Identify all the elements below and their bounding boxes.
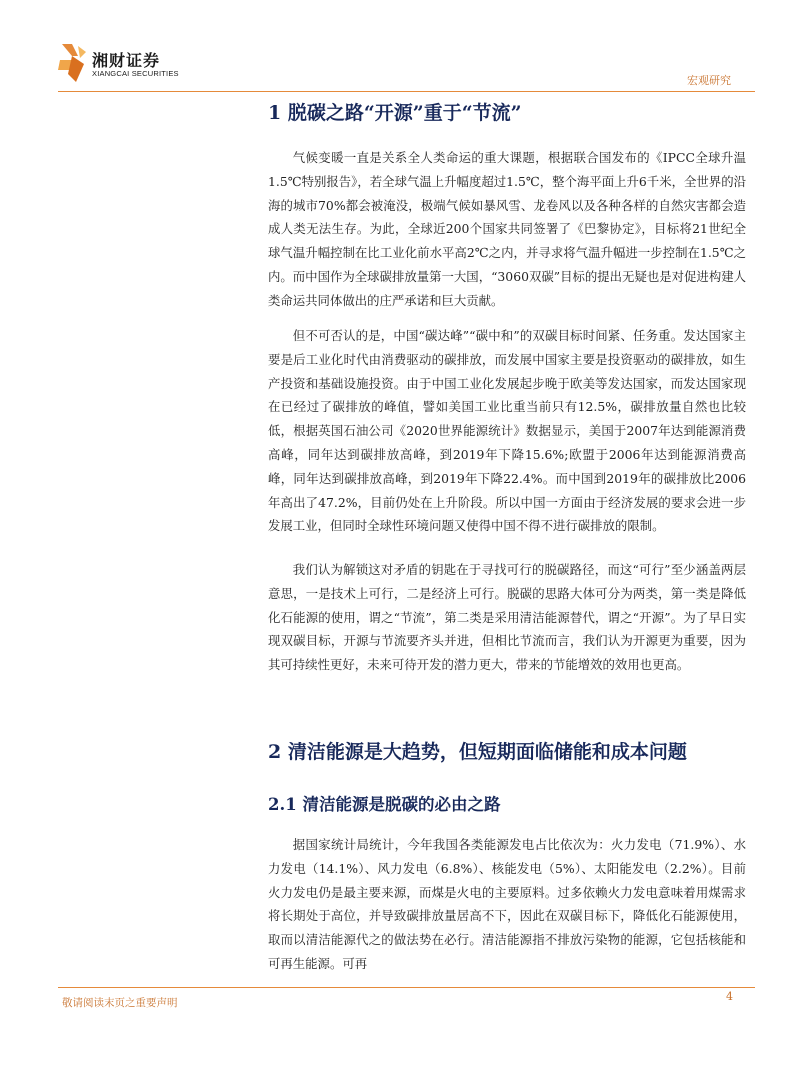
section-2-title: 2 清洁能源是大趋势，但短期面临储能和成本问题 [268, 741, 687, 763]
section-1-paragraph-1: 气候变暖一直是关系全人类命运的重大课题，根据联合国发布的《IPCC全球升温1.5℃特别报告》，若全球气温上升幅度超过1.5℃，整个海平面上升6千米，全世界的沿海的城市70%都会被淹没，极端气候如暴风雪、龙卷风以及各种各样的自然灾害都会造成人类无法生存。为此，全球近200个国家共同签署了《巴黎协定》，目标将21世纪全球气温升幅控制在比工业化前水平高2℃之内，并寻求将气温升幅进一步控制在1.5℃之内。而中国作为全球碳排放量第一大国，“3060双碳”目标的提出无疑也是对促进构建人类命运共同体做出的庄严承诺和巨大贡献。 [268, 150, 746, 308]
section-2-1-paragraph: 据国家统计局统计，今年我国各类能源发电占比依次为：火力发电（71.9%）、水力发电（14.1%）、风力发电（6.8%）、核能发电（5%）、太阳能发电（2.2%）。目前火力发电仍是最主要来源，而煤是火电的主要原料。过多依赖火力发电意味着用煤需求将长期处于高位，并导致碳排放量居高不下，因此在双碳目标下，降低化石能源使用，取而以清洁能源代之的做法势在必行。清洁能源指不排放污染物的能源，它包括核能和可再生能源。可再 [268, 837, 746, 971]
section-1-title: 1 脱碳之路“开源”重于“节流” [268, 102, 522, 124]
logo-english-name: XIANGCAI SECURITIES [92, 69, 179, 78]
page-number: 4 [726, 990, 733, 1003]
footer-divider [58, 987, 755, 988]
xiangcai-logo-icon [58, 42, 88, 84]
disclaimer-note: 敬请阅读末页之重要声明 [62, 997, 178, 1009]
report-category: 宏观研究 [687, 74, 731, 87]
section-1-paragraph-3: 我们认为解锁这对矛盾的钥匙在于寻找可行的脱碳路径，而这“可行”至少涵盖两层意思，一是技术上可行，二是经济上可行。脱碳的思路大体可分为两类，第一类是降低化石能源的使用，谓之“节流”，第二类是采用清洁能源替代，谓之“开源”。为了早日实现双碳目标，开源与节流要齐头并进，但相比节流而言，我们认为开源更为重要，因为其可持续性更好，未来可待开发的潜力更大，带来的节能增效的效用也更高。 [268, 562, 746, 673]
section-1-paragraph-2: 但不可否认的是，中国“碳达峰”“碳中和”的双碳目标时间紧、任务重。发达国家主要是后工业化时代由消费驱动的碳排放，而发展中国家主要是投资驱动的碳排放，如生产投资和基础设施投资。由于中国工业化发展起步晚于欧美等发达国家，而发达国家现在已经过了碳排放的峰值，譬如美国工业比重当前只有12.5%，碳排放量自然也比较低，根据英国石油公司《2020世界能源统计》数据显示，美国于2007年达到能源消费高峰，同年达到碳排放高峰，到2019年下降15.6%;欧盟于2006年达到能源消费高峰，同年达到碳排放高峰，到2019年下降22.4%。而中国到2019年的碳排放比2006年高出了47.2%，目前仍处在上升阶段。所以中国一方面由于经济发展的要求会进一步发展工业，但同时全球性环境问题又使得中国不得不进行碳排放的限制。 [268, 328, 746, 534]
logo-chinese-name: 湘财证券 [92, 51, 161, 70]
section-2-1-title: 2.1 清洁能源是脱碳的必由之路 [268, 795, 501, 814]
header-divider [58, 91, 755, 92]
company-logo [58, 42, 178, 86]
